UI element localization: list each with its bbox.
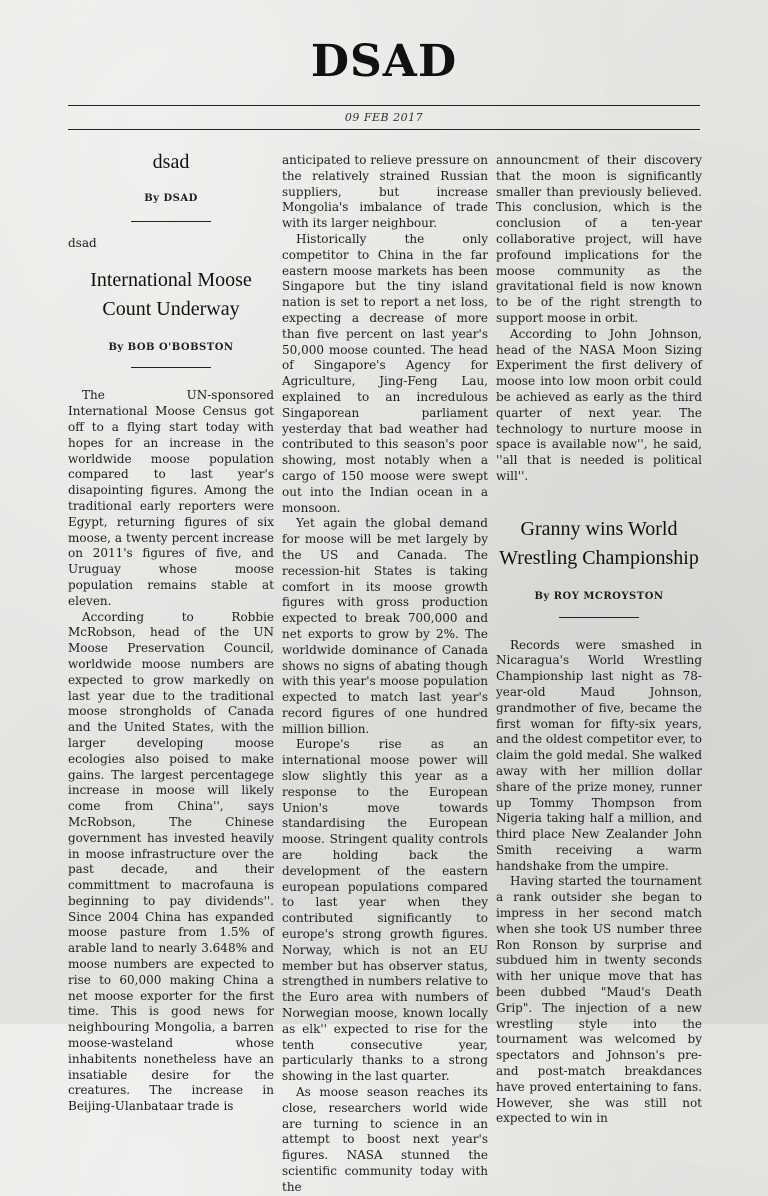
article-paragraph: anticipated to relieve pressure on the relatively strained Russian suppliers, but increase Mongolia's imbalance of trade with its larger neighbour. [282,153,488,231]
issue-date: 09 FEB 2017 [344,111,424,124]
byline-divider [131,367,211,368]
article-paragraph: Records were smashed in Nicaragua's World Wrestling Championship last night as 78-year-old Maud Johnson, grandmother of five, became the first woman for fifty-six years, and the oldest competitor ever, to claim the gold medal. She walked away with her million dollar share of the prize money, runner up Tommy Thompson from Nigeria taking half a million, and third place New Zealander John Smith receiving a warm handshake from the umpire. [496,637,702,873]
article-paragraph: announcment of their discovery that the moon is significantly smaller than previously believed. This conclusion, which is the conclusion of a ten-year collaborative project, will have profound implications for the moose community as the gravitational field is now known to be of the right strength to support moose in orbit. [496,153,702,325]
article-byline: By DSAD [144,193,198,204]
article-paragraph: Having started the tournament a rank outsider she began to impress in her second match when she took US number three Ron Ronson by surprise and subdued him in twenty seconds with her unique move that has been dubbed "Maud's Death Grip". The injection of a new wrestling style into the tournament was welcomed by spectators and Johnson's pre- and post-match breakdances have proved entertaining to fans. However, she was still not expected to win in [496,874,702,1126]
column-3 [496,153,702,1127]
bottom-rule [68,129,700,130]
article-byline: By ROY MCROYSTON [534,590,664,602]
article-byline: By BOB O'BOBSTON [108,341,234,353]
article-paragraph: Yet again the global demand for moose will be met largely by the US and Canada. The recession-hit States is taking comfort in its moose growth figures with gross production expected to break 700,000 and net exports to grow by 2%. The worldwide dominance of Canada shows no signs of abating though with this year's moose population expected to match last year's record figures of one hundred million billion. [282,516,488,736]
column-1 [68,148,274,1115]
article-paragraph: As moose season reaches its close, researchers world wide are turning to science in an attempt to boost next year's figures. NASA stunned the scientific community today with the [282,1085,488,1194]
article-title: Granny wins World Wrestling Championship [499,517,699,569]
article-paragraph: Europe's rise as an international moose power will slow slightly this year as a response to the European Union's move towards standardising the European moose. Stringent quality controls are holding back the development of the eastern european populations compared to last year when they contributed significantly to europe's strong growth figures. Norway, which is not an EU member but has observer status, strengthed in numbers relative to the Euro area with numbers of Norwegian moose, known locally as elk'' expected to rise for the tenth consecutive year, particularly thanks to a strong showing in the last quarter. [282,737,488,1084]
byline-divider [131,221,211,222]
article-paragraph: According to Robbie McRobson, head of the UN Moose Preservation Council, worldwide moose numbers are expected to grow markedly on last year due to the traditional moose strongholds of Canada and the United States, with the larger developing moose ecologies also poised to make gains. The largest percentagege increase in moose will likely come from China'', says McRobson, The Chinese government has invested heavily in moose infrastructure over the past decade, and their committment to macrofauna is beginning to pay dividends''. Since 2004 China has expanded moose pasture from 1.5% of arable land to nearly 3.648% and moose numbers are expected to rise to 60,000 making China a net moose exporter for the first time. This is good news for neighbouring Mongolia, a barren moose-wasteland whose inhabitents nonetheless have an insatiable desire for the creatures. The increase in Beijing-Ulanbataar trade is [68,609,274,1114]
top-rule [68,105,700,106]
article-paragraph: The UN-sponsored International Moose Census got off to a flying start today with hopes for an increase in the worldwide moose population compared to last year's disapointing figures. Among the traditional early reporters were Egypt, returning figures of six moose, a twenty percent increase on 2011's figures of five, and Uruguay whose moose population remains stable at eleven. [68,388,274,608]
article-paragraph: According to John Johnson, head of the NASA Moon Sizing Experiment the first delivery of moose into low moon orbit could be achieved as early as the third quarter of next year. The technology to nurture moose in space is available now'', he said, ''all that is needed is political will''. [496,326,702,483]
masthead-logo: DSAD [310,36,458,87]
byline-divider [559,617,639,618]
article-title: dsad [152,151,190,173]
article-paragraph: Historically the only competitor to China in the far eastern moose markets has been Singapore but the tiny island nation is set to report a net loss, expecting a decrease of more than five percent on last year's 50,000 moose counted. The head of Singapore's Agency for Agriculture, Jing-Feng Lau, explained to an incredulous Singaporean parliament yesterday that bad weather had contributed to this season's poor showing, most notably when a cargo of 150 moose were swept out into the Indian ocean in a monsoon. [282,231,488,515]
article-title: International Moose Count Underway [90,268,252,320]
article-body: dsad [68,235,97,250]
column-2 [282,153,488,1196]
